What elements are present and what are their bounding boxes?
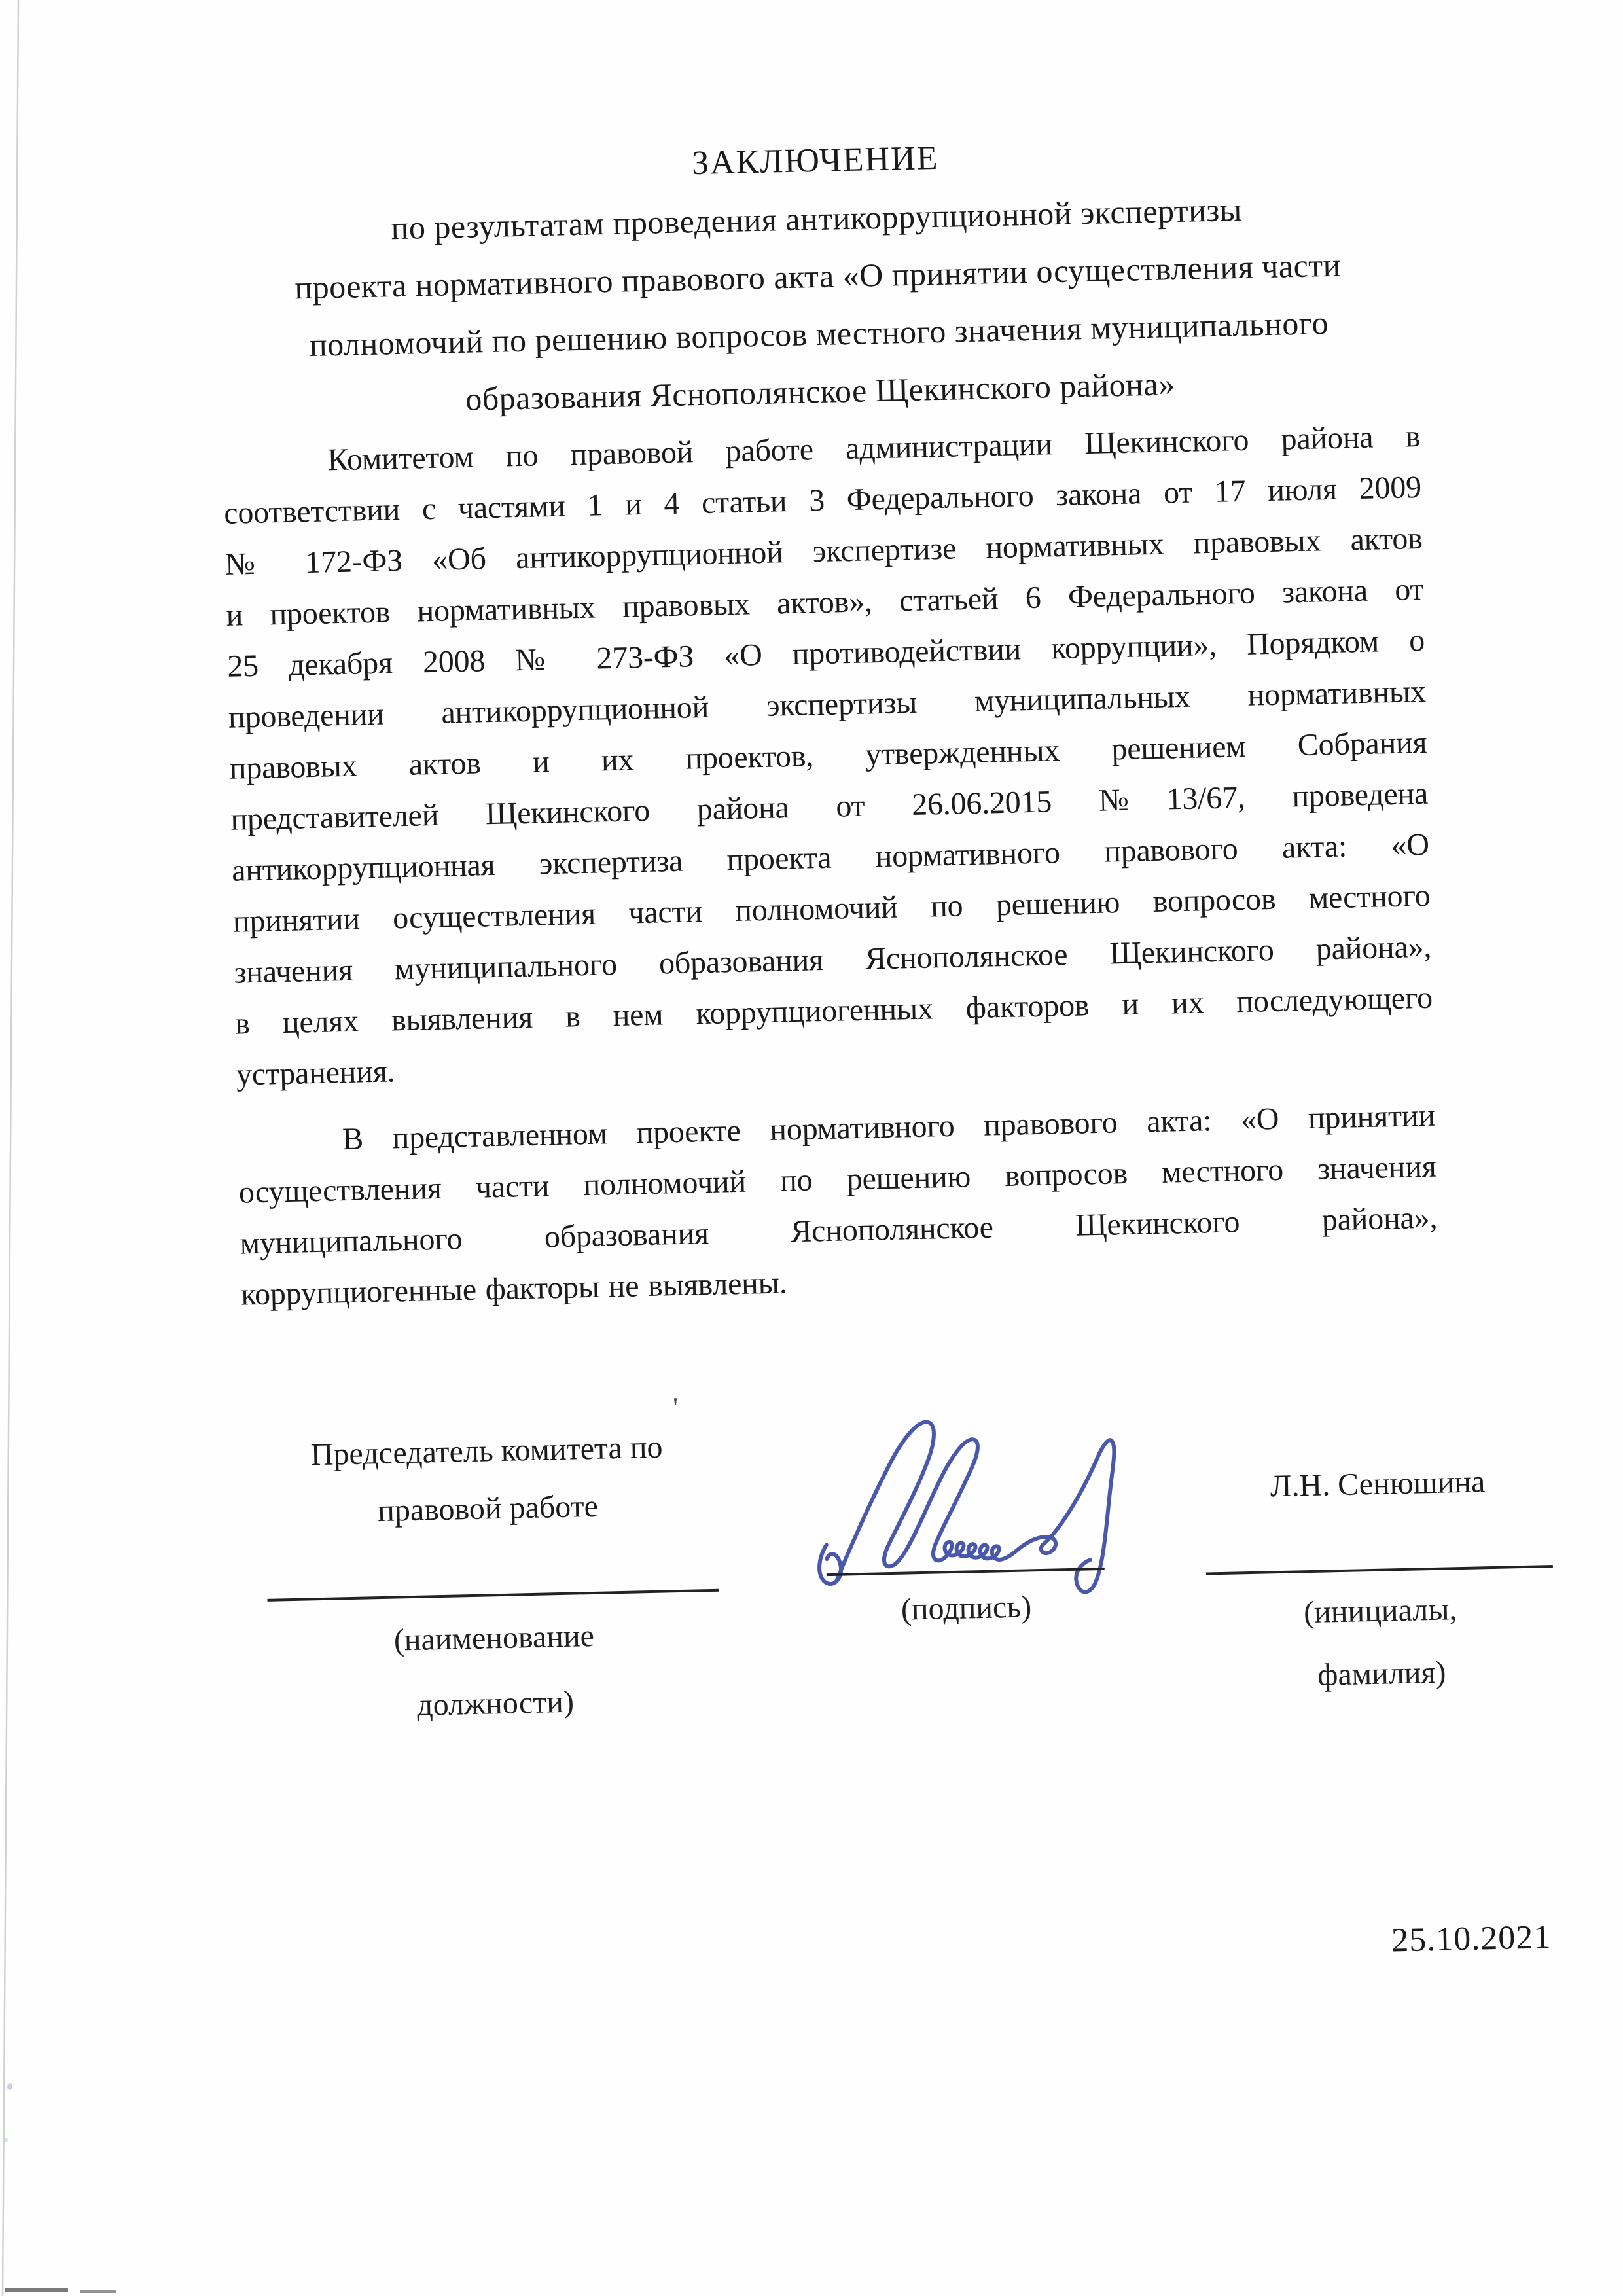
paragraph-line: значения муниципального образования Яснополянское Щекинского района», — [234, 929, 1432, 990]
paragraph-line: устранения. — [236, 1054, 395, 1092]
ink-speck — [7, 2083, 12, 2090]
title-subtitle-line-2: проекта нормативного правового акта «О принятии осуществления части — [294, 246, 1342, 306]
paragraph-line: муниципального образования Яснополянское Щекинского района», — [240, 1200, 1438, 1261]
name-caption — [1206, 1576, 1556, 1710]
title-subtitle-line-1: по результатам проведения антикоррупционной экспертизы — [390, 190, 1243, 247]
title-subtitle-line-3: полномочий по решению вопросов местного значения муниципального — [309, 304, 1329, 363]
paragraph-line: 25 декабря 2008 № 273-ФЗ «О противодействии коррупции», Порядком о — [226, 622, 1425, 684]
document-header — [216, 119, 1419, 433]
paragraph-2 — [237, 1090, 1438, 1321]
name-caption-line-2: фамилия) — [1317, 1655, 1446, 1693]
paragraph-line: проведении антикоррупционной экспертизы муниципальных нормативных — [228, 673, 1427, 735]
name-underline — [1206, 1565, 1553, 1575]
paragraph-line: представителей Щекинского района от 26.06.2015 №13/67, проведена — [230, 776, 1429, 837]
paragraph-line: коррупциогенные факторы не выявлены. — [240, 1265, 788, 1312]
signer-position-line-1: Председатель комитета по — [310, 1429, 664, 1473]
paragraph-line: В представленном проекте нормативного правового акта: «О принятии — [342, 1098, 1436, 1157]
name-caption-line-1: (инициалы, — [1303, 1592, 1457, 1630]
paragraph-1 — [223, 411, 1435, 1101]
paragraph-line: правовых актов и их проектов, утвержденных решением Собрания — [229, 725, 1427, 786]
paragraph-line: принятии осуществления части полномочий по решению вопросов местного — [232, 878, 1431, 939]
paragraph-line: соответствии с частями 1 и 4 статьи 3 Федерального закона от 17 июля 2009 — [223, 469, 1422, 531]
signer-position-line-2: правовой работе — [377, 1488, 599, 1529]
signature-caption — [827, 1573, 1106, 1644]
scan-stray-mark: ' — [672, 1391, 679, 1424]
signer-name: Л.Н. Сенюшина — [1270, 1464, 1486, 1504]
paragraph-line: в целях выявления в нем коррупциогенных факторов и их последующего — [234, 980, 1433, 1041]
paragraph-line: и проектов нормативных правовых актов», статьей 6 Федерального закона от — [226, 571, 1424, 633]
document-content — [216, 117, 1556, 2174]
signer-position — [257, 1418, 718, 1543]
page-title: ЗАКЛЮЧЕНИЕ — [691, 139, 940, 183]
signature-caption-line: (подпись) — [901, 1589, 1032, 1627]
paragraph-line: антикоррупционная экспертиза проекта нормативного правового акта: «О — [231, 827, 1430, 888]
date-stamp: 25.10.2021 — [1391, 1918, 1552, 1960]
ink-speck — [4, 2138, 8, 2142]
title-subtitle-line-4: образования Яснополянское Щекинского района» — [465, 365, 1176, 418]
position-underline — [267, 1589, 719, 1602]
paragraph-line: Комитетом по правовой работе администрации Щекинского района в — [327, 418, 1421, 478]
paragraph-line: осуществления части полномочий по решению вопросов местного значения — [238, 1149, 1437, 1210]
position-caption-line-2: должности) — [416, 1684, 575, 1723]
paragraph-line: № 172-ФЗ «Об антикоррупционной экспертизе нормативных правовых актов — [224, 520, 1423, 582]
scan-bottom-artifact — [80, 2290, 116, 2293]
position-caption-line-1: (наименование — [393, 1618, 595, 1658]
scan-bottom-artifact — [5, 2288, 68, 2292]
position-caption — [268, 1601, 722, 1742]
